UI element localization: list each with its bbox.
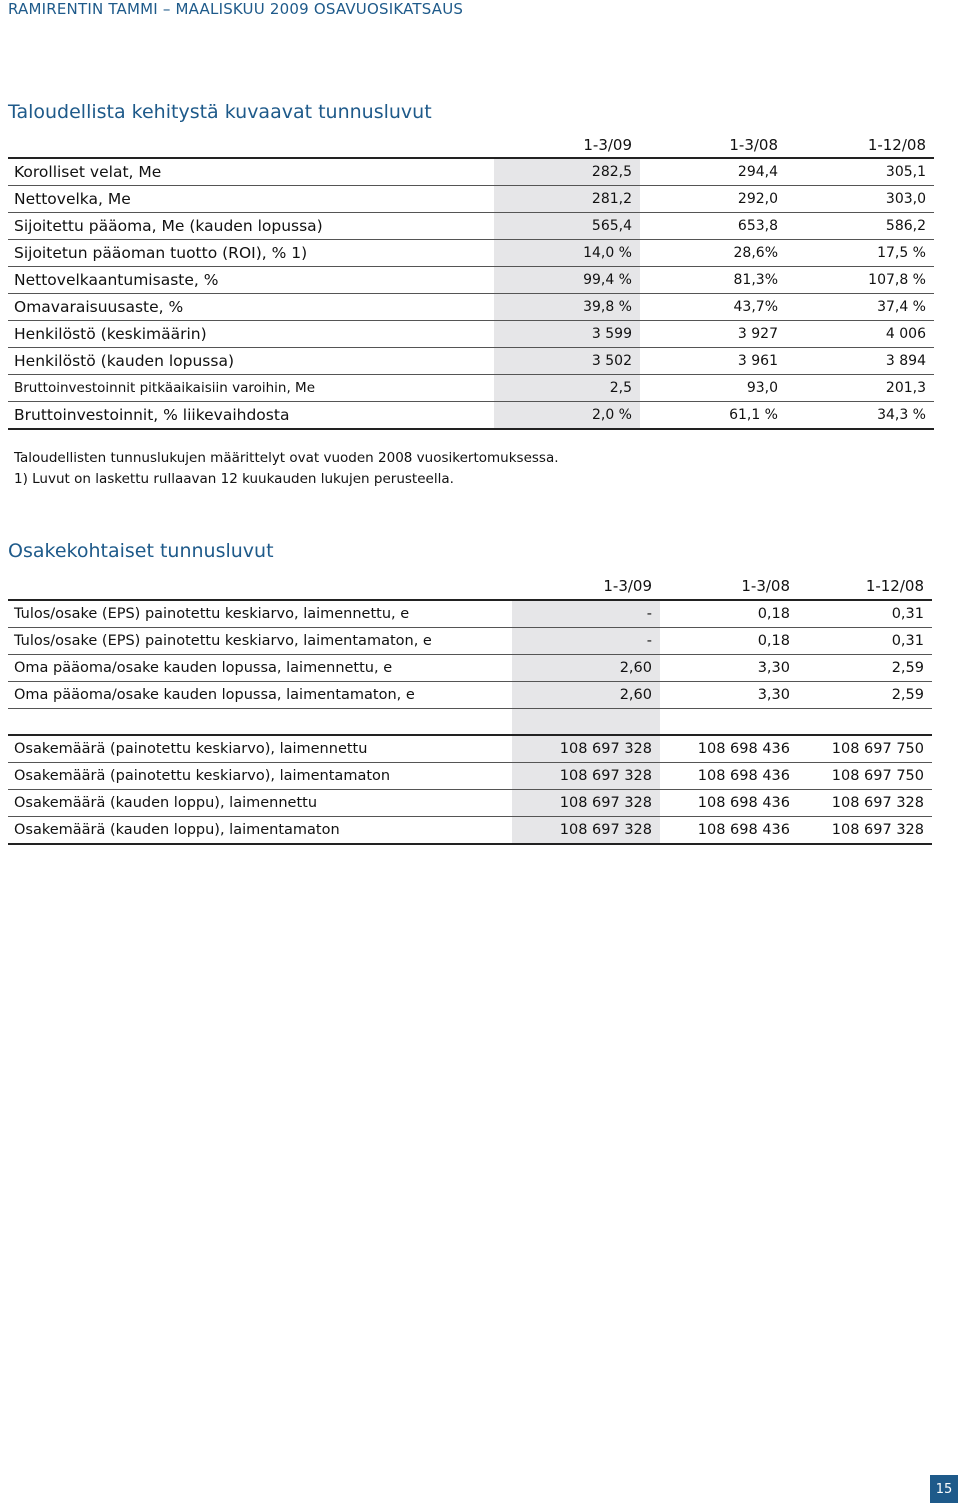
cell-value: 281,2	[494, 186, 640, 213]
cell-value: 108 697 328	[512, 763, 660, 790]
table-row	[8, 655, 932, 682]
cell-value: 108 698 436	[660, 763, 798, 790]
row-label: Oma pääoma/osake kauden lopussa, laimennettu, e	[8, 655, 512, 682]
cell-value: 294,4	[640, 158, 786, 186]
row-label: Tulos/osake (EPS) painotettu keskiarvo, laimentamaton, e	[8, 628, 512, 655]
cell-value: 201,3	[786, 375, 934, 402]
cell-value: 0,18	[660, 600, 798, 628]
cell-value: 93,0	[640, 375, 786, 402]
row-label: Oma pääoma/osake kauden lopussa, laimentamaton, e	[8, 682, 512, 709]
cell-value: 0,31	[798, 628, 932, 655]
section-title-key-figures: Taloudellista kehitystä kuvaavat tunnusluvut	[8, 101, 432, 123]
table-row	[8, 628, 932, 655]
cell-value: 108 697 328	[512, 817, 660, 845]
footnotes	[14, 448, 559, 490]
row-label: Osakemäärä (painotettu keskiarvo), laimennettu	[8, 735, 512, 763]
report-header: RAMIRENTIN TAMMI – MAALISKUU 2009 OSAVUOSIKATSAUS	[8, 0, 464, 18]
cell-value: -	[512, 600, 660, 628]
cell-value: 3 894	[786, 348, 934, 375]
row-label: Nettovelka, Me	[8, 186, 494, 213]
cell-value: 2,0 %	[494, 402, 640, 430]
cell-value: 3 599	[494, 321, 640, 348]
row-label: Sijoitetun pääoman tuotto (ROI), % 1)	[8, 240, 494, 267]
column-header: 1-12/08	[786, 127, 934, 158]
cell-value: 292,0	[640, 186, 786, 213]
cell-value: 108 698 436	[660, 735, 798, 763]
cell-value: 108 697 750	[798, 763, 932, 790]
column-header: 1-3/08	[640, 127, 786, 158]
cell-value: 653,8	[640, 213, 786, 240]
cell-value: 108 697 328	[798, 790, 932, 817]
cell-value: 3 927	[640, 321, 786, 348]
cell-value: 61,1 %	[640, 402, 786, 430]
key-figures-table	[8, 127, 934, 430]
section-title-per-share: Osakekohtaiset tunnusluvut	[8, 540, 274, 562]
table-row	[8, 213, 934, 240]
footnote: 1) Luvut on laskettu rullaavan 12 kuukauden lukujen perusteella.	[14, 471, 454, 487]
cell-value: 43,7%	[640, 294, 786, 321]
table-row	[8, 790, 932, 817]
page-number: 15	[930, 1475, 958, 1503]
cell-value: 586,2	[786, 213, 934, 240]
cell-value: 108 697 328	[512, 735, 660, 763]
cell-value: 0,31	[798, 600, 932, 628]
cell-value: 108 697 750	[798, 735, 932, 763]
table-row	[8, 267, 934, 294]
table-spacer-row	[8, 709, 932, 736]
table-row	[8, 158, 934, 186]
cell-value: 108 697 328	[512, 790, 660, 817]
table-row	[8, 735, 932, 763]
cell-value: 108 698 436	[660, 817, 798, 845]
cell-value: 303,0	[786, 186, 934, 213]
cell-value: 0,18	[660, 628, 798, 655]
column-header: 1-12/08	[798, 567, 932, 600]
row-label: Nettovelkaantumisaste, %	[8, 267, 494, 294]
cell-value: 565,4	[494, 213, 640, 240]
spacer-cell	[798, 709, 932, 736]
cell-value: 282,5	[494, 158, 640, 186]
cell-value: 305,1	[786, 158, 934, 186]
row-label: Sijoitettu pääoma, Me (kauden lopussa)	[8, 213, 494, 240]
row-label: Bruttoinvestoinnit pitkäaikaisiin varoihin, Me	[8, 375, 494, 402]
cell-value: 99,4 %	[494, 267, 640, 294]
row-label: Tulos/osake (EPS) painotettu keskiarvo, laimennettu, e	[8, 600, 512, 628]
table-row	[8, 817, 932, 845]
row-label: Omavaraisuusaste, %	[8, 294, 494, 321]
row-label: Henkilöstö (kauden lopussa)	[8, 348, 494, 375]
cell-value: 2,60	[512, 682, 660, 709]
cell-value: 17,5 %	[786, 240, 934, 267]
spacer-cell	[512, 709, 660, 736]
cell-value: 3 502	[494, 348, 640, 375]
table-row	[8, 240, 934, 267]
table-row	[8, 321, 934, 348]
row-label: Osakemäärä (kauden loppu), laimennettu	[8, 790, 512, 817]
table-row	[8, 402, 934, 430]
cell-value: 3 961	[640, 348, 786, 375]
cell-value: 2,60	[512, 655, 660, 682]
table-header-row	[8, 567, 932, 600]
table-row	[8, 348, 934, 375]
table-row	[8, 294, 934, 321]
cell-value: 4 006	[786, 321, 934, 348]
row-label: Bruttoinvestoinnit, % liikevaihdosta	[8, 402, 494, 430]
cell-value: 39,8 %	[494, 294, 640, 321]
cell-value: 28,6%	[640, 240, 786, 267]
cell-value: 3,30	[660, 655, 798, 682]
cell-value: 2,59	[798, 682, 932, 709]
row-label: Henkilöstö (keskimäärin)	[8, 321, 494, 348]
cell-value: 81,3%	[640, 267, 786, 294]
cell-value: 108 698 436	[660, 790, 798, 817]
cell-value: 2,5	[494, 375, 640, 402]
column-header: 1-3/09	[494, 127, 640, 158]
cell-value: -	[512, 628, 660, 655]
footnote: Taloudellisten tunnuslukujen määrittelyt ovat vuoden 2008 vuosikertomuksessa.	[14, 450, 559, 466]
row-label: Osakemäärä (kauden loppu), laimentamaton	[8, 817, 512, 845]
spacer-cell	[8, 709, 512, 736]
table-row	[8, 763, 932, 790]
table-header-row	[8, 127, 934, 158]
column-header: 1-3/08	[660, 567, 798, 600]
table-row	[8, 600, 932, 628]
header-empty	[8, 567, 512, 600]
cell-value: 2,59	[798, 655, 932, 682]
table-row	[8, 375, 934, 402]
cell-value: 14,0 %	[494, 240, 640, 267]
cell-value: 37,4 %	[786, 294, 934, 321]
cell-value: 34,3 %	[786, 402, 934, 430]
cell-value: 3,30	[660, 682, 798, 709]
row-label: Osakemäärä (painotettu keskiarvo), laimentamaton	[8, 763, 512, 790]
header-empty	[8, 127, 494, 158]
row-label: Korolliset velat, Me	[8, 158, 494, 186]
per-share-table	[8, 567, 932, 845]
cell-value: 107,8 %	[786, 267, 934, 294]
table-row	[8, 186, 934, 213]
column-header: 1-3/09	[512, 567, 660, 600]
cell-value: 108 697 328	[798, 817, 932, 845]
spacer-cell	[660, 709, 798, 736]
table-row	[8, 682, 932, 709]
